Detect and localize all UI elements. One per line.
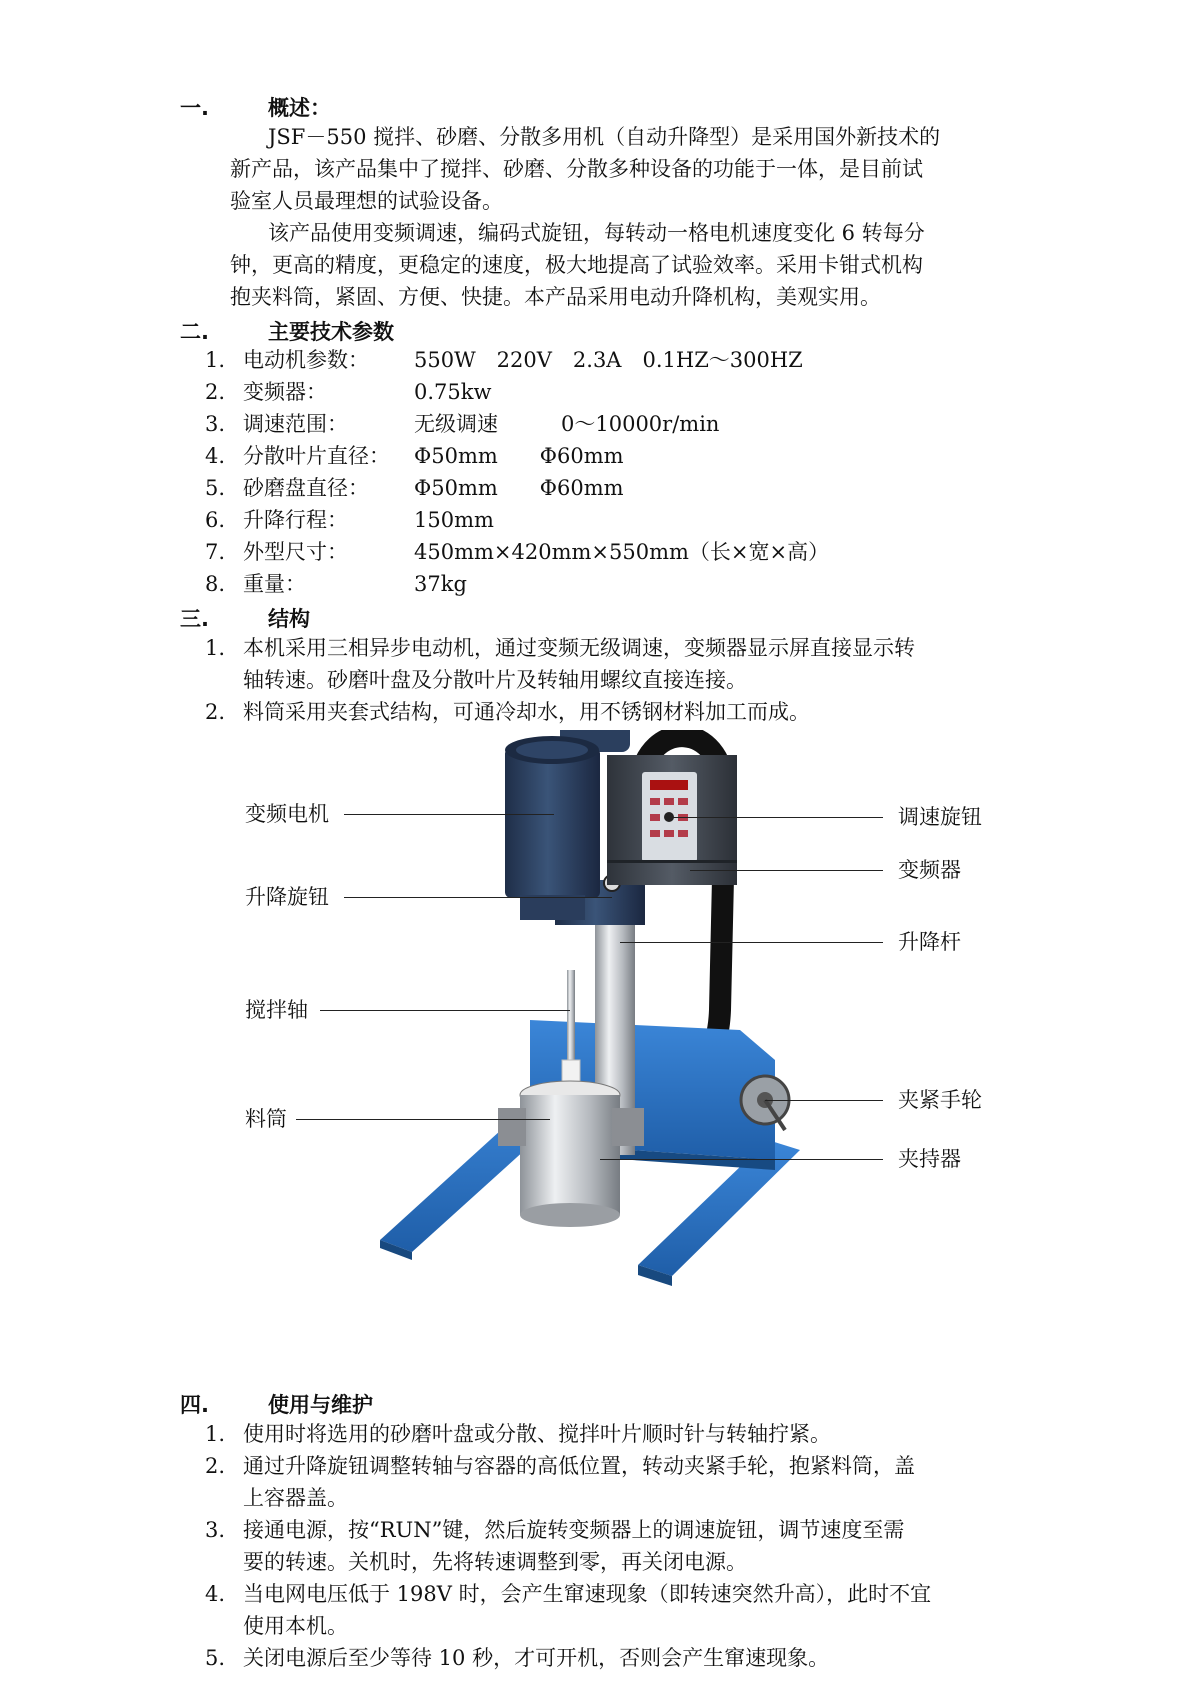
param-value: 550W 220V 2.3A 0.1HZ～300HZ bbox=[414, 348, 803, 372]
param-number: 4. bbox=[204, 444, 225, 468]
leader-inverter bbox=[690, 870, 883, 871]
usage-item-line: 接通电源，按“RUN”键，然后旋转变频器上的调速旋钮，调节速度至需 bbox=[243, 1518, 905, 1542]
param-key: 变频器： bbox=[243, 380, 327, 404]
section-4-number: 四. bbox=[180, 1393, 209, 1417]
leader-clamp-holder bbox=[600, 1159, 883, 1160]
structure-item-line: 料筒采用夹套式结构，可通冷却水，用不锈钢材料加工而成。 bbox=[243, 700, 810, 724]
label-frequency-motor: 变频电机 bbox=[245, 802, 329, 826]
usage-item-line: 关闭电源后至少等待 10 秒，才可开机，否则会产生窜速现象。 bbox=[243, 1646, 830, 1670]
section-1-para2-line2: 钟，更高的精度，更稳定的速度，极大地提高了试验效率。采用卡钳式机构 bbox=[230, 253, 923, 277]
usage-item-line: 上容器盖。 bbox=[243, 1486, 348, 1510]
clamp-holder-right bbox=[612, 1108, 644, 1146]
section-3-title: 结构 bbox=[268, 607, 310, 631]
usage-item-line: 要的转速。关机时，先将转速调整到零，再关闭电源。 bbox=[243, 1550, 747, 1574]
section-2-number: 二. bbox=[180, 320, 209, 344]
label-stirring-shaft: 搅拌轴 bbox=[245, 998, 308, 1022]
usage-item-number: 2. bbox=[204, 1454, 225, 1478]
param-number: 8. bbox=[204, 572, 225, 596]
section-1-para2-line1: 该产品使用变频调速，编码式旋钮，每转动一格电机速度变化 6 转每分 bbox=[268, 221, 925, 245]
usage-item-line: 当电网电压低于 198V 时，会产生窜速现象（即转速突然升高），此时不宜 bbox=[243, 1582, 932, 1606]
param-key: 电动机参数： bbox=[243, 348, 369, 372]
param-value: 450mm×420mm×550mm（长×宽×高） bbox=[414, 540, 830, 564]
label-lift-knob: 升降旋钮 bbox=[245, 885, 329, 909]
leader-frequency-motor bbox=[344, 814, 554, 815]
section-1-para2-line3: 抱夹料筒，紧固、方便、快捷。本产品采用电动升降机构，美观实用。 bbox=[230, 285, 881, 309]
label-speed-knob: 调速旋钮 bbox=[898, 805, 982, 829]
structure-item-number: 2. bbox=[204, 700, 225, 724]
section-2-title: 主要技术参数 bbox=[268, 320, 394, 344]
section-1-para1-line1: JSF－550 搅拌、砂磨、分散多用机（自动升降型）是采用国外新技术的 bbox=[268, 125, 941, 149]
leader-lift-knob bbox=[344, 897, 612, 898]
structure-item-line: 轴转速。砂磨叶盘及分散叶片及转轴用螺纹直接连接。 bbox=[243, 668, 747, 692]
param-number: 5. bbox=[204, 476, 225, 500]
label-inverter: 变频器 bbox=[898, 858, 961, 882]
param-number: 6. bbox=[204, 508, 225, 532]
usage-item-line: 通过升降旋钮调整转轴与容器的高低位置，转动夹紧手轮，抱紧料筒，盖 bbox=[243, 1454, 915, 1478]
leader-cylinder bbox=[296, 1119, 550, 1120]
structure-item-number: 1. bbox=[204, 636, 225, 660]
param-key: 升降行程： bbox=[243, 508, 348, 532]
leader-handwheel bbox=[765, 1100, 883, 1101]
cylinder bbox=[520, 1095, 620, 1215]
structure-item-line: 本机采用三相异步电动机，通过变频无级调速，变频器显示屏直接显示转 bbox=[243, 636, 915, 660]
machine-figure bbox=[0, 730, 1200, 1370]
section-4-title: 使用与维护 bbox=[268, 1393, 373, 1417]
machine-illustration bbox=[0, 730, 1200, 1370]
usage-item-line: 使用本机。 bbox=[243, 1614, 348, 1638]
label-lift-pole: 升降杆 bbox=[898, 930, 961, 954]
param-key: 砂磨盘直径： bbox=[243, 476, 369, 500]
param-number: 3. bbox=[204, 412, 225, 436]
param-key: 分散叶片直径： bbox=[243, 444, 390, 468]
param-key: 重量： bbox=[243, 572, 306, 596]
param-value: 150mm bbox=[414, 508, 494, 532]
param-number: 1. bbox=[204, 348, 225, 372]
param-number: 2. bbox=[204, 380, 225, 404]
param-value: Φ50mm Φ60mm bbox=[414, 444, 624, 468]
section-1-title: 概述： bbox=[268, 96, 331, 120]
frequency-motor bbox=[505, 748, 600, 898]
section-1-para1-line3: 验室人员最理想的试验设备。 bbox=[230, 189, 503, 213]
param-value: 37kg bbox=[414, 572, 467, 596]
usage-item-line: 使用时将选用的砂磨叶盘或分散、搅拌叶片顺时针与转轴拧紧。 bbox=[243, 1422, 831, 1446]
clamp-holder-left bbox=[498, 1108, 526, 1146]
usage-item-number: 5. bbox=[204, 1646, 225, 1670]
leader-stirring-shaft bbox=[320, 1010, 570, 1011]
section-1-para1-line2: 新产品，该产品集中了搅拌、砂磨、分散多种设备的功能于一体，是目前试 bbox=[230, 157, 923, 181]
label-handwheel: 夹紧手轮 bbox=[898, 1088, 982, 1112]
param-value: 无级调速 0～10000r/min bbox=[414, 412, 720, 436]
leader-speed-knob bbox=[669, 817, 883, 818]
usage-item-number: 1. bbox=[204, 1422, 225, 1446]
param-key: 外型尺寸： bbox=[243, 540, 348, 564]
section-3-number: 三. bbox=[180, 607, 209, 631]
param-key: 调速范围： bbox=[243, 412, 348, 436]
param-value: Φ50mm Φ60mm bbox=[414, 476, 624, 500]
leader-lift-pole bbox=[620, 942, 883, 943]
label-cylinder: 料筒 bbox=[245, 1107, 287, 1131]
param-number: 7. bbox=[204, 540, 225, 564]
usage-item-number: 4. bbox=[204, 1582, 225, 1606]
label-clamp-holder: 夹持器 bbox=[898, 1147, 961, 1171]
param-value: 0.75kw bbox=[414, 380, 492, 404]
section-1-number: 一. bbox=[180, 96, 209, 120]
usage-item-number: 3. bbox=[204, 1518, 225, 1542]
